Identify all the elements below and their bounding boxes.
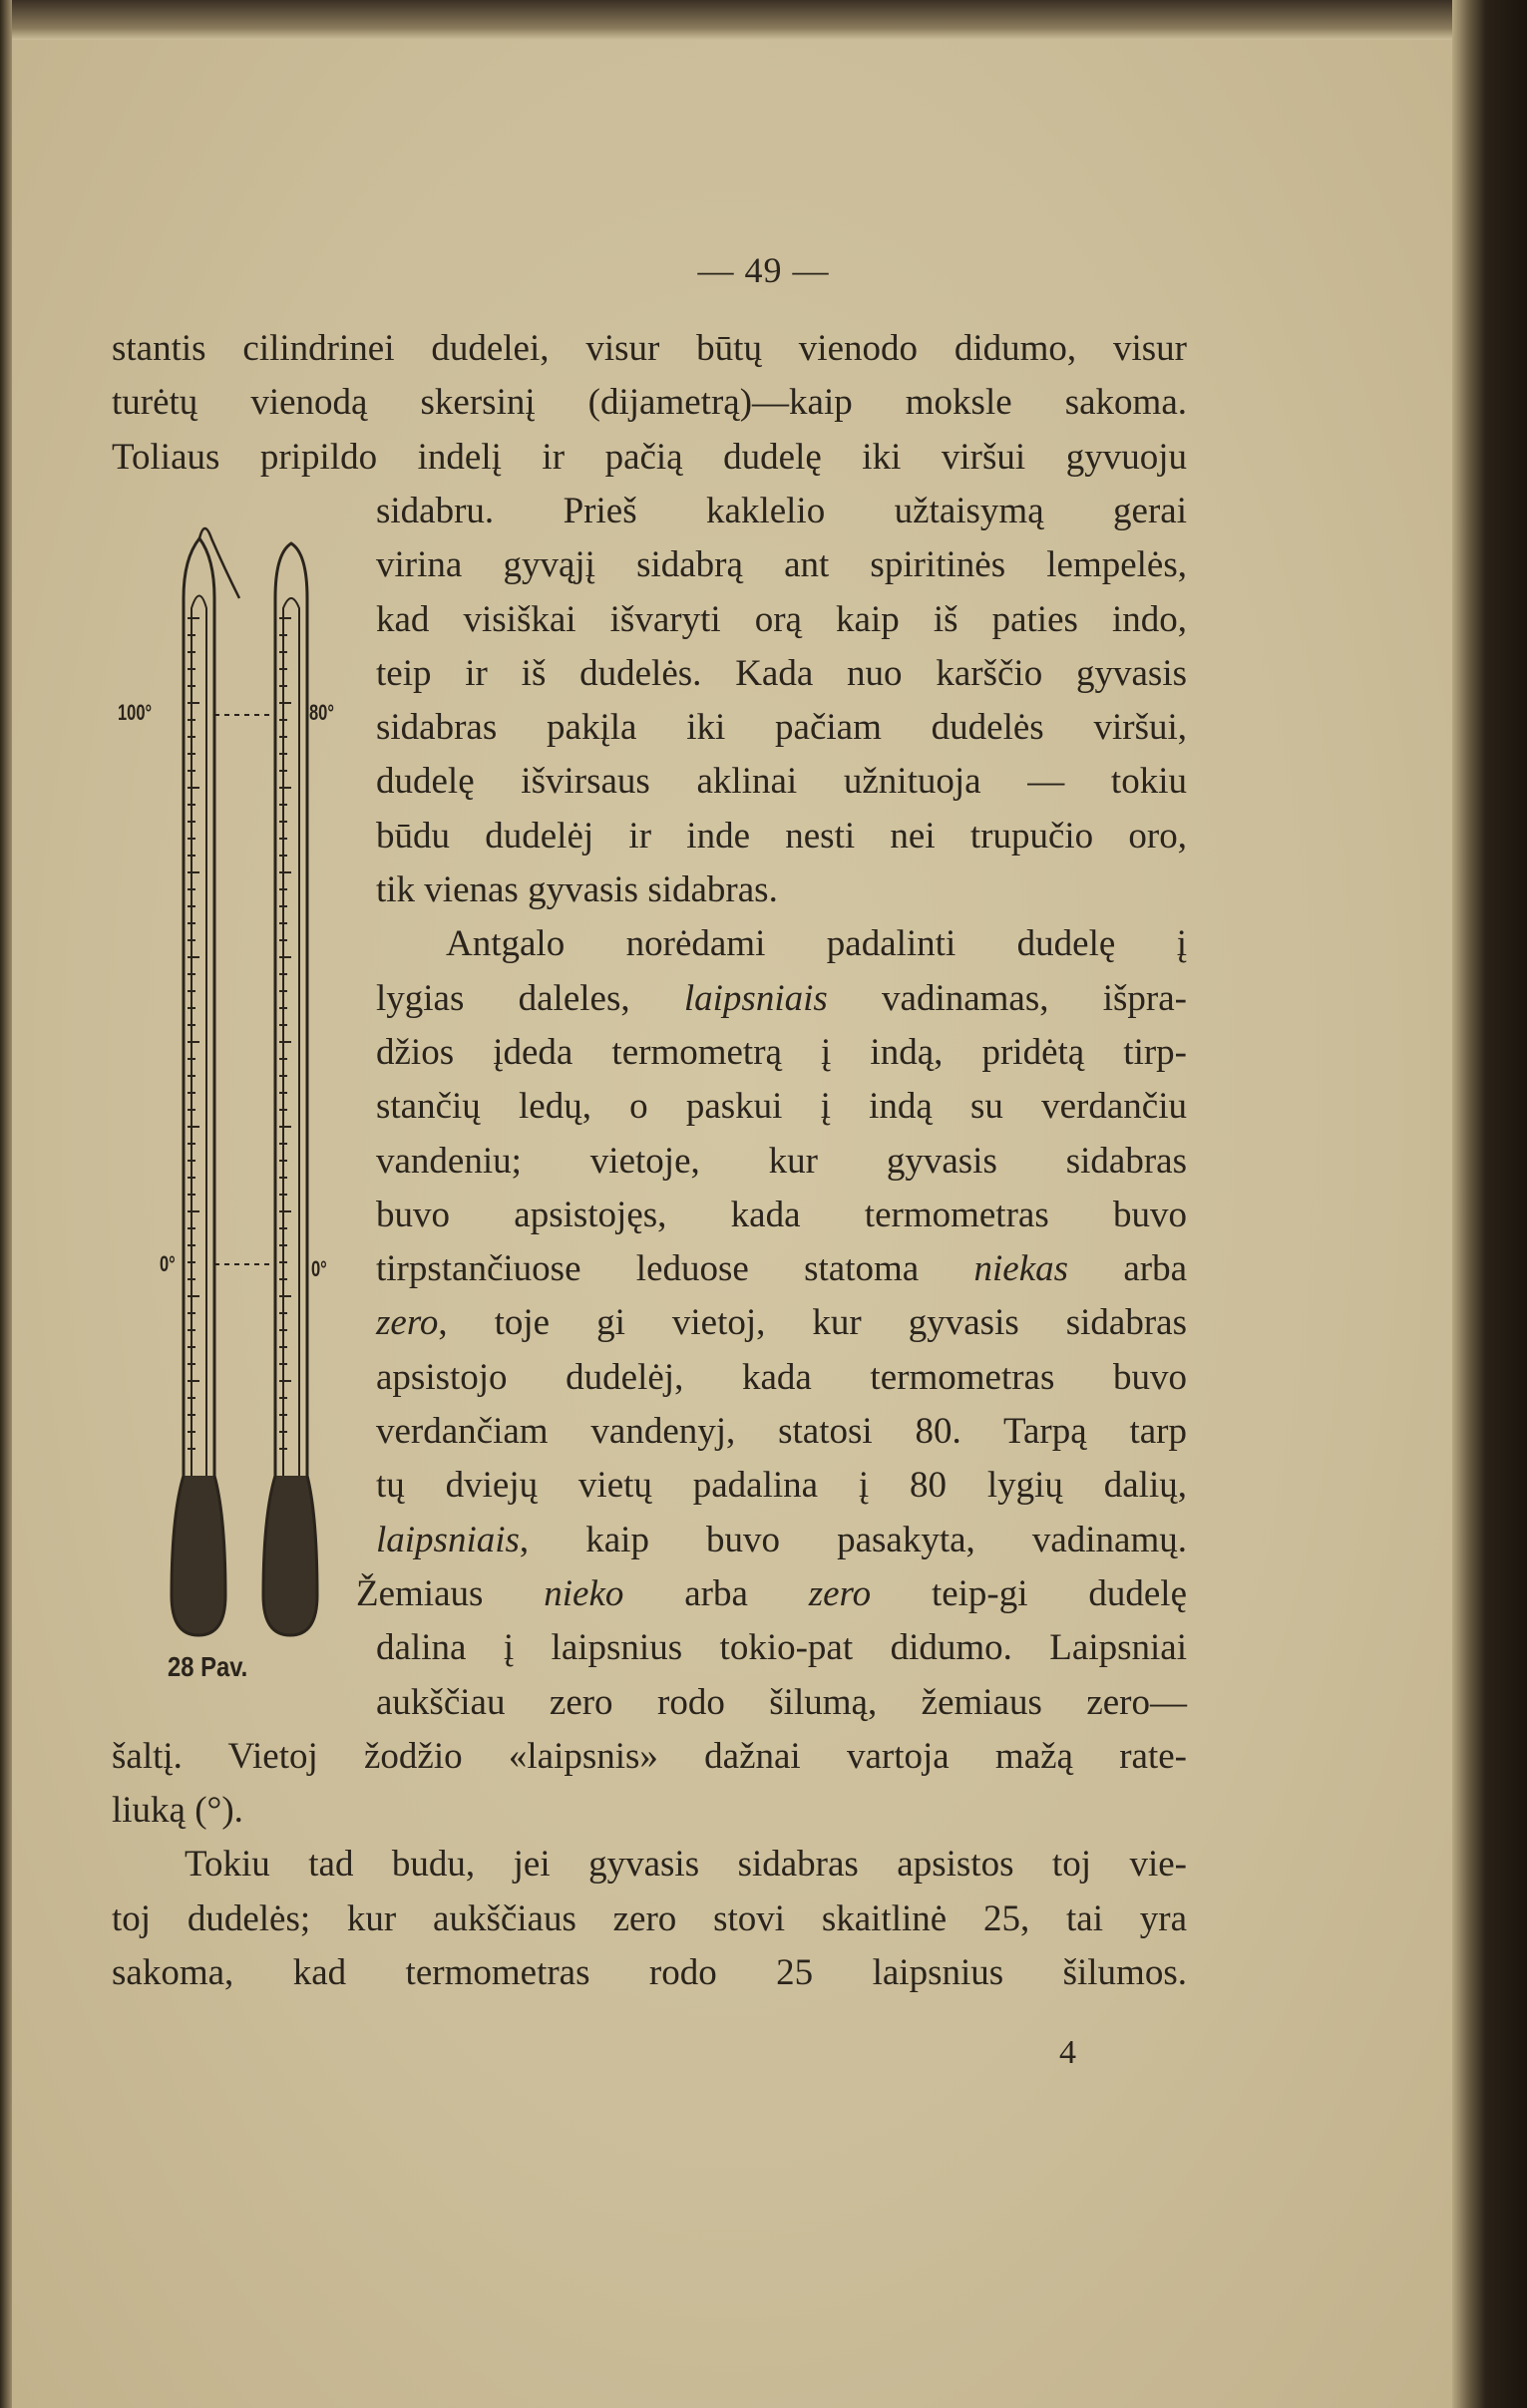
text-segment: dudelę išvirsaus aklinai užnituoja — tokiu	[376, 761, 1187, 803]
text-line	[376, 1242, 1187, 1296]
text-segment: apsistojo dudelėj, kada termometras buvo	[376, 1356, 1187, 1398]
italic-term: laipsniais	[683, 977, 828, 1019]
text-line	[376, 863, 1187, 917]
text-line	[356, 1567, 1187, 1621]
text-segment: virina gyvąjį sidabrą ant spiritinės lempelės,	[376, 544, 1187, 586]
text-segment: , toje gi vietoj, kur gyvasis sidabras	[438, 1302, 1187, 1344]
page-number-header: — 49 —	[697, 250, 830, 290]
text-line	[376, 701, 1187, 755]
text-segment: džios įdeda termometrą į indą, pridėtą tirp-	[376, 1031, 1187, 1073]
text-line	[376, 755, 1187, 809]
text-segment: aukščiau zero rodo šilumą, žemiaus zero—	[376, 1681, 1187, 1723]
text-line	[376, 1296, 1187, 1350]
text-segment: Tokiu tad budu, jei gyvasis sidabras apsistos toj vie-	[185, 1844, 1187, 1886]
text-segment: , kaip buvo pasakyta, vadinamų.	[519, 1519, 1187, 1560]
text-segment: vandeniu; vietoje, kur gyvasis sidabras	[376, 1140, 1187, 1182]
text-segment: būdu dudelėj ir inde nesti nei trupučio oro,	[376, 815, 1187, 857]
text-segment: dalina į laipsnius tokio-pat didumo. Laipsniai	[376, 1627, 1187, 1669]
text-segment: arba	[623, 1572, 809, 1614]
label-100-degrees: 100°	[118, 700, 153, 725]
text-line	[376, 972, 1187, 1026]
text-segment: teip-gi dudelę	[871, 1572, 1187, 1614]
text-line	[112, 322, 1187, 376]
text-line	[112, 1892, 1187, 1946]
text-line	[376, 485, 1187, 538]
text-segment: Žemiaus	[356, 1572, 545, 1614]
text-line	[376, 810, 1187, 863]
text-line	[376, 1080, 1187, 1134]
text-segment: šaltį. Vietoj žodžio «laipsnis» dažnai vartoja mažą rate-	[112, 1735, 1187, 1777]
text-line	[185, 1838, 1187, 1892]
text-segment: kad visiškai išvaryti orą kaip iš paties indo,	[376, 598, 1187, 640]
text-segment: tų dviejų vietų padalina į 80 lygių dalių,	[376, 1465, 1187, 1507]
text-segment: toj dudelės; kur aukščiaus zero stovi skaitlinė 25, tai yra	[112, 1897, 1187, 1939]
text-line	[376, 1676, 1187, 1730]
text-line	[112, 1730, 1187, 1784]
text-segment: buvo apsistojęs, kada termometras buvo	[376, 1194, 1187, 1235]
text-line	[376, 1405, 1187, 1459]
text-line	[376, 1026, 1187, 1080]
text-segment: tik vienas gyvasis sidabras.	[376, 869, 778, 910]
text-line	[376, 538, 1187, 592]
italic-term: laipsniais	[376, 1519, 520, 1560]
thermometers-figure	[0, 0, 399, 1715]
text-segment: lygias daleles,	[376, 977, 684, 1019]
signature-mark: 4	[1059, 2034, 1076, 2071]
figure-caption: 28 Pav.	[168, 1651, 248, 1682]
label-0-degrees-right: 0°	[311, 1256, 327, 1281]
text-line	[376, 593, 1187, 647]
italic-term: zero	[376, 1302, 439, 1344]
text-segment: sidabru. Prieš kaklelio užtaisymą gerai	[376, 490, 1187, 531]
label-80-degrees: 80°	[309, 700, 334, 725]
label-0-degrees-left: 0°	[160, 1251, 176, 1276]
left-thermometer-bulb	[172, 1476, 225, 1635]
left-thermometer-hook	[199, 528, 239, 598]
italic-term: niekas	[973, 1248, 1069, 1290]
text-line	[376, 1514, 1187, 1567]
text-segment: Toliaus pripildo indelį ir pačią dudelę iki viršui gyvuoju	[112, 436, 1187, 478]
text-segment: tirpstančiuose leduose statoma	[376, 1248, 974, 1290]
text-line	[446, 917, 1187, 971]
text-segment: stančių ledų, o paskui į indą su verdančiu	[376, 1086, 1187, 1128]
text-segment: sakoma, kad termometras rodo 25 laipsnius šilumos.	[112, 1952, 1187, 1993]
italic-term: zero	[808, 1572, 872, 1614]
text-line	[112, 1946, 1187, 2000]
text-segment: Antgalo norėdami padalinti dudelę į	[446, 923, 1187, 965]
text-line	[376, 1621, 1187, 1675]
text-segment: verdančiam vandenyj, statosi 80. Tarpą tarp	[376, 1411, 1187, 1452]
italic-term: nieko	[544, 1572, 624, 1614]
text-line	[112, 1784, 1187, 1838]
text-line	[376, 1459, 1187, 1513]
text-segment: stantis cilindrinei dudelei, visur būtų vienodo didumo, visur	[112, 328, 1187, 369]
text-line	[376, 1351, 1187, 1405]
text-segment: turėtų vienodą skersinį (dijametrą)—kaip moksle sakoma.	[112, 382, 1187, 424]
text-line	[376, 647, 1187, 701]
text-segment: vadinamas, išpra-	[827, 977, 1187, 1019]
text-segment: sidabras pakįla iki pačiam dudelės viršui,	[376, 707, 1187, 749]
text-line	[376, 1135, 1187, 1189]
right-thermometer-tube	[275, 543, 307, 1476]
text-segment: arba	[1068, 1248, 1187, 1290]
scan-right-edge	[1452, 0, 1527, 2408]
text-line	[112, 376, 1187, 430]
text-segment: liuką (°).	[112, 1790, 243, 1832]
right-thermometer-bulb	[263, 1476, 317, 1635]
text-line	[376, 1189, 1187, 1242]
text-line	[112, 431, 1187, 485]
text-segment: teip ir iš dudelės. Kada nuo karščio gyvasis	[376, 652, 1187, 694]
